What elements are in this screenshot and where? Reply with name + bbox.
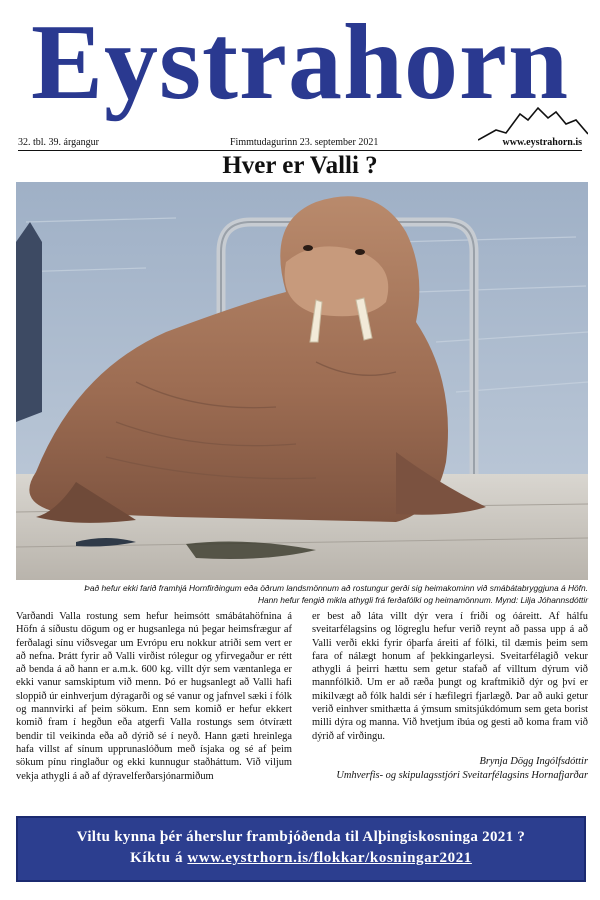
article-body [16, 610, 588, 798]
caption-line: Hann hefur fengið mikla athygli frá ferðafólki og heimamönnum. Mynd: Lilja Jóhannsdóttir [257, 595, 588, 605]
caption-line: Það hefur ekki farið framhjá Hornfirðingum eða öðrum landsmönnum að rostungur gerði sig heimakominn við smábátabryggjuna á Höfn. [84, 583, 588, 593]
issue-info-row [18, 136, 582, 150]
author-title: Umhverfis- og skipulagsstjóri Sveitarfélagsins Hornafjarðar [336, 769, 588, 781]
walrus-illustration [16, 182, 588, 580]
issue-date: Fimmtudagurinn 23. september 2021 [230, 137, 379, 148]
election-link[interactable]: www.eystrhorn.is/flokkar/kosningar2021 [187, 850, 472, 866]
author-name: Brynja Dögg Ingólfsdóttir [479, 755, 588, 767]
article-paragraph: Varðandi Valla rostung sem hefur heimsótt smábátahöfnina á Höfn á síðustu dögum og er hugsanlega nú þegar heimsfrægur af ferðalagi sínu víðsvegar um Evrópu eru nokkur atriði sem vert er að nefna. Þrátt fyrir að Valli virðist rólegur og yfirvegaður er rétt að benda á að hann er a.m.k. 600 kg. villt dýr sem væntanlega er ekki vanur samskiptum við menn. Þó er hugsanlegt að Valli hafi sloppið úr einhverjum dýragarði og sé vanur og jafnvel sæki í fólk og mannvirki af þeim sökum. Enn sem komið er hefur ekkert komið fram í hegðun eða atgerfi Valla rostungs sem ótvírætt bendir til veikinda eða að dýrið sé í neyð. Hann gæti hreinlega hafa villst af sínum upprunaslóðum með ísjaka og sé af þeim sökum pínu ringlaður og ekki kunnugur staðháttum. Við viljum vekja athygli á að af dýravelferðarsjónarmiðum [16, 611, 292, 782]
walrus-photo [16, 182, 588, 580]
photo-caption [16, 582, 588, 608]
banner-cta-prefix: Kíktu á [130, 850, 188, 866]
article-column-left [16, 610, 292, 783]
article-headline: Hver er Valli ? [222, 152, 378, 179]
website-link[interactable]: www.eystrahorn.is [502, 137, 582, 148]
author-signature [312, 755, 588, 783]
election-banner [16, 816, 586, 882]
issue-number: 32. tbl. 39. árgangur [18, 137, 99, 148]
newspaper-title: Eystrahorn [30, 3, 570, 122]
article-paragraph: er best að láta villt dýr vera í friði og óáreitt. Af hálfu sveitarfélagsins og lögreglu hefur verið reynt að passa upp á að Valli verði ekki fyrir óþarfa áreiti af fólki, til dæmis þeim sem fara of nálægt honum af þekkingarleysi. Sveitarfélagið vekur athygli á þeirri hættu sem getur stafað af villtum dýrum við mannfólkið. Um er að ræða þungt og kraftmikið dýr og því er mikilvægt að fólk haldi sér í hæfilegri fjarlægð. Þar að auki getur verið einhver smithætta á ýmsum smitsjúkdómum sem geta borist milli dýra og manna. Við hvetjum íbúa og gesti að koma fram við dýrið af virðingu. [312, 611, 588, 742]
article-column-right [312, 610, 588, 783]
banner-question: Viltu kynna þér áherslur frambjóðenda til Alþingiskosninga 2021 ? [76, 829, 526, 845]
masthead [0, 0, 600, 140]
banner-cta [18, 847, 584, 869]
